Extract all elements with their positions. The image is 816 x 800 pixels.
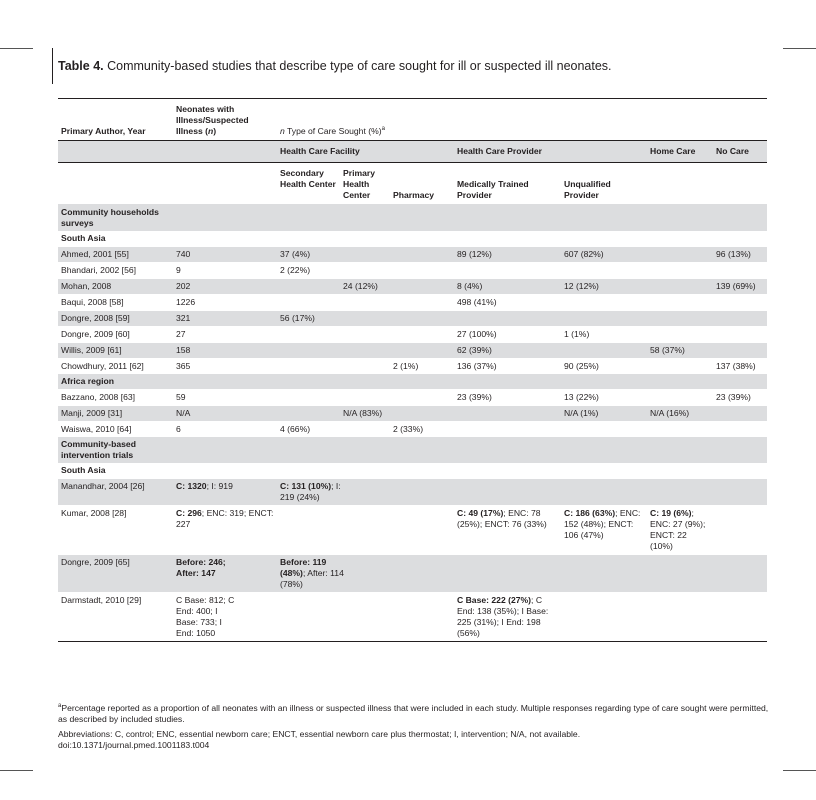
cell-value	[390, 247, 454, 263]
cell-value	[713, 327, 767, 343]
cell-value	[454, 422, 561, 438]
cell-value: N/A (83%)	[340, 406, 390, 422]
cell-value: 321	[173, 311, 277, 327]
cell-value	[277, 279, 340, 295]
africa-survey-rows	[58, 390, 767, 438]
crop-mark-bottom-left	[0, 770, 33, 771]
cell-value: 56 (17%)	[277, 311, 340, 327]
cell-value: 365	[173, 359, 277, 375]
cell-value: 202	[173, 279, 277, 295]
table-row	[58, 343, 767, 359]
cell-value: 24 (12%)	[340, 279, 390, 295]
cell-value	[390, 327, 454, 343]
cell-value	[277, 359, 340, 375]
cell-value	[647, 295, 713, 311]
cell-value	[713, 295, 767, 311]
cell-value: N/A (1%)	[561, 406, 647, 422]
cell-value: 8 (4%)	[454, 279, 561, 295]
header-row-3	[58, 163, 767, 205]
cell-value	[277, 390, 340, 406]
cell-value	[340, 327, 390, 343]
header-health-care-provider: Health Care Provider	[454, 141, 647, 163]
cell-value: 498 (41%)	[454, 295, 561, 311]
cell-value: 139 (69%)	[713, 279, 767, 295]
cell-value: 58 (37%)	[647, 343, 713, 359]
cell-author: Bazzano, 2008 [63]	[58, 390, 173, 406]
header-medical: Medically Trained Provider	[457, 179, 529, 200]
cell-value: 90 (25%)	[561, 359, 647, 375]
cell-value	[647, 247, 713, 263]
cell-value: 96 (13%)	[713, 247, 767, 263]
cell-value: 62 (39%)	[454, 343, 561, 359]
cell-value	[454, 311, 561, 327]
table-row: Manandhar, 2004 [26] C: 1320; I: 919 C: 131 (10%); I: 219 (24%)	[58, 479, 767, 506]
cell-value	[647, 279, 713, 295]
cell-value: 740	[173, 247, 277, 263]
table-row: Kumar, 2008 [28] C: 296; ENC: 319; ENCT: 227 C: 49 (17%); ENC: 78 (25%); ENCT: 76 (33%) C: 186 (63%); ENC: 152 (48%); ENCT: 106 (47%) C: 19 (6%); ENC: 27 (9%); ENCT: 22 (10%)	[58, 506, 767, 555]
cell-value	[561, 311, 647, 327]
group-south-asia-2: South Asia	[61, 465, 106, 475]
crop-mark-bottom-right	[783, 770, 816, 771]
cell-author: Bhandari, 2002 [56]	[58, 263, 173, 279]
cell-value: 2 (33%)	[390, 422, 454, 438]
south-asia-survey-rows	[58, 247, 767, 375]
header-home-care: Home Care	[647, 141, 713, 163]
header-type-of-care: n Type of Care Sought (%)$^a$	[277, 99, 767, 141]
cell-value	[390, 390, 454, 406]
cell-value	[647, 327, 713, 343]
cell-author: Waiswa, 2010 [64]	[58, 422, 173, 438]
cell-value	[390, 295, 454, 311]
margin-rule	[52, 48, 53, 84]
table-row	[58, 247, 767, 263]
table-row	[58, 327, 767, 343]
table-row	[58, 311, 767, 327]
data-table	[58, 99, 767, 642]
cell-value	[340, 263, 390, 279]
cell-value: 6	[173, 422, 277, 438]
cell-value: 607 (82%)	[561, 247, 647, 263]
cell-value	[647, 359, 713, 375]
header-neonates: Neonates with Illness/Suspected Illness (n)	[173, 99, 277, 141]
cell-value	[713, 311, 767, 327]
cell-value: 136 (37%)	[454, 359, 561, 375]
cell-value: 2 (22%)	[277, 263, 340, 279]
cell-value: 23 (39%)	[454, 390, 561, 406]
cell-value	[390, 279, 454, 295]
table-row	[58, 406, 767, 422]
cell-value	[340, 343, 390, 359]
cell-value: 59	[173, 390, 277, 406]
cell-author: Ahmed, 2001 [55]	[58, 247, 173, 263]
cell-value	[647, 422, 713, 438]
cell-value	[561, 422, 647, 438]
footnote-a: $^a$Percentage reported as a proportion of all neonates with an illness or suspected illness that were included in each study. Multiple responses regarding type of care sought were permitted, as described by included studies.	[58, 703, 769, 725]
cell-value: 27	[173, 327, 277, 343]
header-health-care-facility: Health Care Facility	[277, 141, 454, 163]
header-row-2	[58, 141, 767, 163]
crop-mark-top-left	[0, 48, 33, 49]
group-households: Community households surveys	[58, 204, 767, 231]
cell-value: 13 (22%)	[561, 390, 647, 406]
cell-value	[340, 422, 390, 438]
table-row	[58, 295, 767, 311]
table-caption	[58, 59, 612, 73]
header-pharmacy: Pharmacy	[393, 190, 435, 200]
cell-author: Mohan, 2008	[58, 279, 173, 295]
cell-value: 1 (1%)	[561, 327, 647, 343]
cell-author: Baqui, 2008 [58]	[58, 295, 173, 311]
cell-value	[454, 263, 561, 279]
cell-value	[340, 295, 390, 311]
cell-value	[561, 295, 647, 311]
cell-author: Willis, 2009 [61]	[58, 343, 173, 359]
group-africa: Africa region	[58, 374, 767, 390]
cell-value	[713, 422, 767, 438]
group-trials: Community-based intervention trials	[58, 437, 767, 463]
cell-value	[713, 343, 767, 359]
cell-value: 158	[173, 343, 277, 359]
table-row: Dongre, 2009 [65] Before: 246; After: 147 Before: 119 (48%); After: 114 (78%)	[58, 555, 767, 593]
cell-value: 9	[173, 263, 277, 279]
table-title: Community-based studies that describe type of care sought for ill or suspected ill neonates.	[103, 59, 612, 73]
cell-value	[390, 343, 454, 359]
cell-value	[340, 359, 390, 375]
cell-value	[277, 295, 340, 311]
cell-value	[340, 311, 390, 327]
cell-author: Dongre, 2008 [59]	[58, 311, 173, 327]
header-no-care: No Care	[713, 141, 767, 163]
cell-value	[454, 406, 561, 422]
cell-value: 4 (66%)	[277, 422, 340, 438]
cell-value	[277, 343, 340, 359]
cell-value: 27 (100%)	[454, 327, 561, 343]
cell-value: 89 (12%)	[454, 247, 561, 263]
table-row: Darmstadt, 2010 [29] C Base: 812; C End: 400; I Base: 733; I End: 1050 C Base: 222 (27%); C End: 138 (35%); I Base: 225 (31%); I End: 198 (56%)	[58, 593, 767, 642]
cell-value	[561, 343, 647, 359]
cell-value	[340, 390, 390, 406]
cell-value	[647, 263, 713, 279]
header-unqualified: Unqualified Provider	[564, 179, 611, 200]
cell-value	[277, 327, 340, 343]
cell-value: 12 (12%)	[561, 279, 647, 295]
table-row	[58, 263, 767, 279]
crop-mark-top-right	[783, 48, 816, 49]
cell-value	[713, 263, 767, 279]
cell-value	[340, 247, 390, 263]
cell-value	[647, 390, 713, 406]
table-row	[58, 422, 767, 438]
cell-value	[277, 406, 340, 422]
footnote-doi: doi:10.1371/journal.pmed.1001183.t004	[58, 740, 210, 750]
cell-value: 37 (4%)	[277, 247, 340, 263]
header-row-1	[58, 99, 767, 141]
header-secondary: Secondary Health Center	[280, 168, 336, 189]
cell-value: 2 (1%)	[390, 359, 454, 375]
table-row	[58, 390, 767, 406]
cell-author: Manji, 2009 [31]	[58, 406, 173, 422]
cell-value: N/A	[173, 406, 277, 422]
table-label: Table 4.	[58, 59, 104, 73]
cell-value: 137 (38%)	[713, 359, 767, 375]
cell-value	[390, 263, 454, 279]
table-row	[58, 279, 767, 295]
cell-value	[713, 406, 767, 422]
table-row	[58, 359, 767, 375]
cell-value	[647, 311, 713, 327]
cell-value	[561, 263, 647, 279]
header-author: Primary Author, Year	[58, 99, 173, 141]
cell-author: Chowdhury, 2011 [62]	[58, 359, 173, 375]
cell-value: 1226	[173, 295, 277, 311]
cell-value	[390, 311, 454, 327]
header-primary: Primary Health Center	[343, 168, 376, 200]
group-south-asia-1: South Asia	[61, 233, 106, 243]
footnote-abbreviations: Abbreviations: C, control; ENC, essential newborn care; ENCT, essential newborn care plus thermostat; I, intervention; N/A, not available.	[58, 729, 581, 739]
cell-value: 23 (39%)	[713, 390, 767, 406]
cell-author: Dongre, 2009 [60]	[58, 327, 173, 343]
cell-value	[390, 406, 454, 422]
cell-value: N/A (16%)	[647, 406, 713, 422]
